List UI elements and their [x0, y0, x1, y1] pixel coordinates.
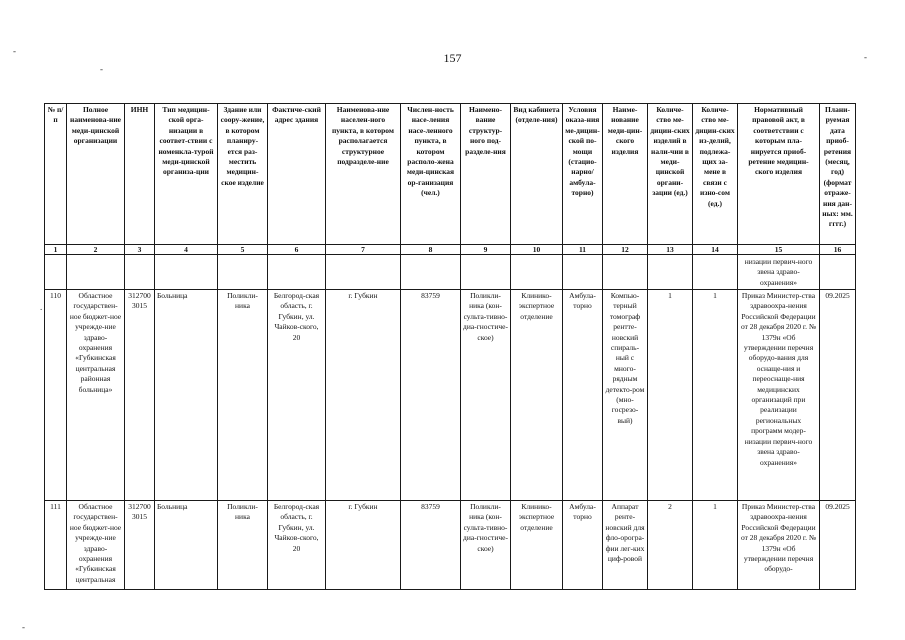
table-cell	[326, 255, 401, 290]
column-number: 11	[563, 245, 603, 255]
quantity-to-replace: 1	[693, 501, 738, 590]
column-number: 8	[401, 245, 461, 255]
column-number-row	[45, 245, 856, 255]
header-cell: Условия оказа-ния ме-дицин-ской по-мощи (стацио-нарно/ амбула-торно)	[563, 104, 603, 245]
device-name: Компью-терный томограф рентте-новский спираль-ный с много-рядным детекто-ром (мно-госрезо-вый)	[603, 290, 648, 501]
table-cell	[125, 255, 155, 290]
row-number: 110	[45, 290, 67, 501]
table-cell	[511, 255, 563, 290]
cabinet-type: Клинико-экспертное отделение	[511, 290, 563, 501]
organization-name: Областное государствен-ное бюджет-ное учрежде-ние здраво-охранения «Губкинская центральная районная больница»	[67, 290, 125, 501]
population: 83759	[401, 290, 461, 501]
table-cell	[45, 255, 67, 290]
legal-act: Приказ Министер-ства здравоохра-нения Российской Федерации от 28 декабря 2020 г. № 1379н «Об утверждении перечня оборудо-	[738, 501, 820, 590]
equipment-register-table	[44, 103, 856, 590]
column-number: 7	[326, 245, 401, 255]
table-cell	[693, 255, 738, 290]
column-number: 3	[125, 245, 155, 255]
page-number: 157	[443, 51, 462, 65]
continuation-act-text: низации первич-ного звена здраво-охранения»	[738, 255, 820, 290]
column-number: 14	[693, 245, 738, 255]
scan-mark: -	[22, 622, 25, 632]
care-conditions: Амбула-торно	[563, 290, 603, 501]
table-row	[45, 290, 856, 501]
header-cell: № п/п	[45, 104, 67, 245]
header-cell: Фактиче-ский адрес здания	[268, 104, 326, 245]
header-cell: Числен-ность насе-ления насе-ленного пункта, в котором располо-жена меди-цинская ор-ганизация (чел.)	[401, 104, 461, 245]
column-number: 5	[218, 245, 268, 255]
scan-mark: -	[864, 52, 867, 62]
column-number: 1	[45, 245, 67, 255]
organization-type: Больница	[155, 290, 218, 501]
table-cell	[820, 255, 856, 290]
column-number: 15	[738, 245, 820, 255]
building: Поликли-ника	[218, 290, 268, 501]
scan-mark: -	[100, 64, 103, 74]
scan-mark: -	[13, 46, 16, 56]
quantity-available: 2	[648, 501, 693, 590]
header-cell: Наименова-ние населен-ного пункта, в котором располагается структурное подразделе-ние	[326, 104, 401, 245]
header-cell: Количе-ство ме-дицин-ских изделий в нали-чии в меди-цинской органи-зации (ед.)	[648, 104, 693, 245]
header-cell: Нормативный правовой акт, в соответствии с которым пла-нируется приоб-ретение медицин-ского изделия	[738, 104, 820, 245]
table-cell	[155, 255, 218, 290]
population: 83759	[401, 501, 461, 590]
table-cell	[218, 255, 268, 290]
building: Поликли-ника	[218, 501, 268, 590]
header-cell: Вид кабинета (отделе-ния)	[511, 104, 563, 245]
header-cell: ИНН	[125, 104, 155, 245]
locality: г. Губкин	[326, 290, 401, 501]
column-number: 9	[461, 245, 511, 255]
column-number: 12	[603, 245, 648, 255]
organization-type: Больница	[155, 501, 218, 590]
table-cell	[268, 255, 326, 290]
legal-act: Приказ Министер-ства здравоохра-нения Российской Федерации от 28 декабря 2020 г. № 1379н «Об утверждении перечня оборудо-вания для оснаще-ния и переоснаще-ния медицинских организаций при реализации региональных программ модер-низации первич-ного звена здраво-охранения»	[738, 290, 820, 501]
header-cell: Здание или соору-жение, в котором планиру-ется раз-местить медицин-ское изделие	[218, 104, 268, 245]
column-number: 10	[511, 245, 563, 255]
table-header-row	[45, 104, 856, 245]
inn: 312700 3015	[125, 501, 155, 590]
column-number: 6	[268, 245, 326, 255]
subdivision: Поликли-ника (кон-сульта-тивно-диа-гностиче-ское)	[461, 501, 511, 590]
table-cell	[401, 255, 461, 290]
address: Белгород-ская область, г. Губкин, ул. Чайков-ского, 20	[268, 501, 326, 590]
header-cell: Плани-руемая дата приоб-ретения (месяц, год) (формат отраже-ния дан-ных: мм. гггг.)	[820, 104, 856, 245]
header-cell: Количе-ство ме-дицин-ских из-делий, подлежа-щих за-мене в связи с изно-сом (ед.)	[693, 104, 738, 245]
planned-date: 09.2025	[820, 290, 856, 501]
inn: 312700 3015	[125, 290, 155, 501]
quantity-available: 1	[648, 290, 693, 501]
cabinet-type: Клинико-экспертное отделение	[511, 501, 563, 590]
scan-mark: .	[40, 302, 43, 312]
table-cell	[603, 255, 648, 290]
address: Белгород-ская область, г. Губкин, ул. Чайков-ского, 20	[268, 290, 326, 501]
care-conditions: Амбула-торно	[563, 501, 603, 590]
table-cell	[563, 255, 603, 290]
locality: г. Губкин	[326, 501, 401, 590]
table-cell	[67, 255, 125, 290]
header-cell: Полное наименова-ние меди-цинской организации	[67, 104, 125, 245]
header-cell: Наимено-вание структур-ного под-разделе-ния	[461, 104, 511, 245]
organization-name: Областное государствен-ное бюджет-ное учрежде-ние здраво-охранения «Губкинская центральная	[67, 501, 125, 590]
header-cell: Наиме-нование меди-цин-ского изделия	[603, 104, 648, 245]
column-number: 13	[648, 245, 693, 255]
table-cell	[648, 255, 693, 290]
quantity-to-replace: 1	[693, 290, 738, 501]
column-number: 16	[820, 245, 856, 255]
column-number: 2	[67, 245, 125, 255]
column-number: 4	[155, 245, 218, 255]
planned-date: 09.2025	[820, 501, 856, 590]
subdivision: Поликли-ника (кон-сульта-тивно-диа-гностиче-ское)	[461, 290, 511, 501]
continuation-row	[45, 255, 856, 290]
table-cell	[461, 255, 511, 290]
device-name: Аппарат ренте-новский для фло-орогра-фии лег-ких циф-ровой	[603, 501, 648, 590]
header-cell: Тип медицин-ской орга-низации в соответ-ствии с номенкла-турой меди-цинской организа-ции	[155, 104, 218, 245]
row-number: 111	[45, 501, 67, 590]
table-row	[45, 501, 856, 590]
